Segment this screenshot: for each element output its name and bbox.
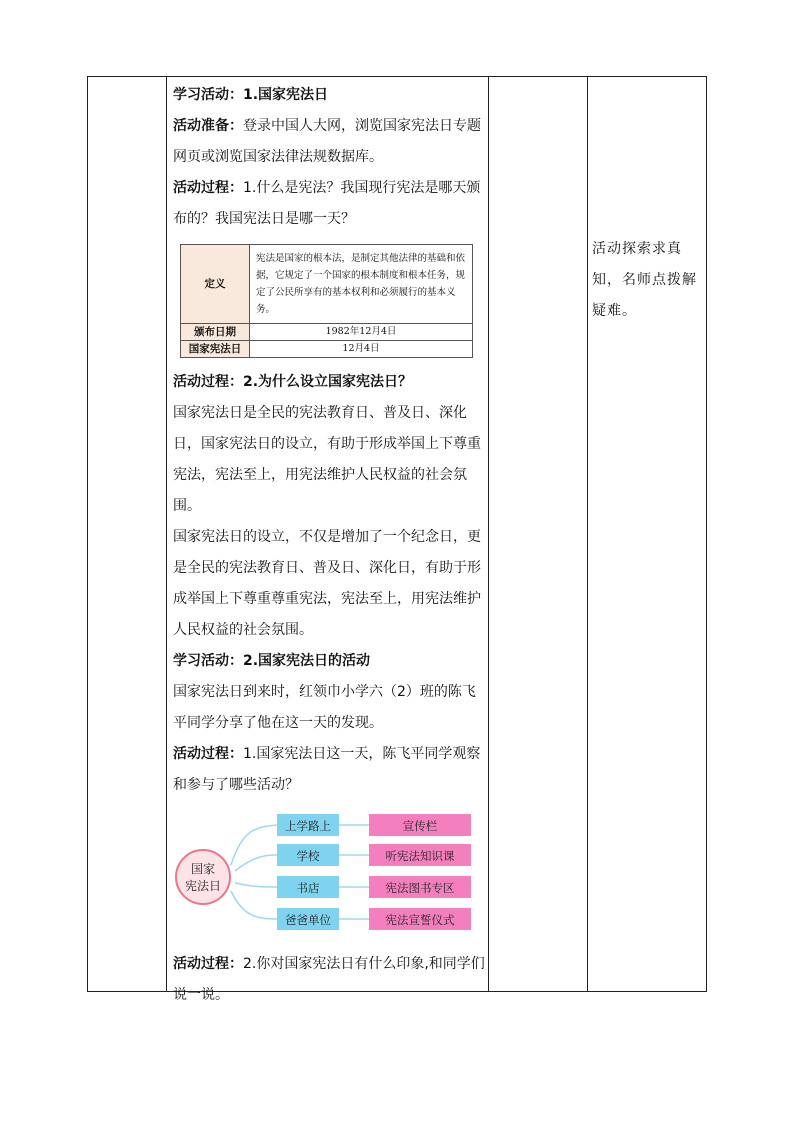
promulgation-date-value: 1982年12月4日 [250, 324, 473, 341]
activity-label: 宣传栏 [402, 819, 438, 833]
mindmap-center-line1: 国家 [190, 862, 216, 876]
place-label: 爸爸单位 [285, 913, 331, 927]
section1-prep: 活动准备：登录中国人大网，浏览国家宪法日专题网页或浏览国家法律法规数据库。 [173, 118, 481, 165]
connector-line [231, 891, 277, 919]
place-label: 学校 [296, 849, 320, 863]
place-label: 书店 [296, 881, 320, 895]
section3-question-1: 活动过程：1.国家宪法日这一天，陈飞平同学观察和参与了哪些活动？ [173, 746, 481, 793]
section2-paragraph-1: 国家宪法日是全民的宪法教育日、普及日、深化日，国家宪法日的设立，有助于形成举国上下尊重宪法，宪法至上，用宪法维护人民权益的社会氛围。 [173, 405, 481, 514]
constitution-definition-table [180, 244, 473, 358]
section1-heading: 学习活动：1.国家宪法日 [173, 87, 329, 103]
column-divider-1 [166, 76, 167, 992]
teacher-note: 活动探索求真知，名师点拨解疑难。 [592, 241, 697, 319]
section3-question-2: 活动过程：2.你对国家宪法日有什么印象,和同学们说一说。 [173, 956, 485, 1003]
section3-intro: 国家宪法日到来时，红领巾小学六（2）班的陈飞平同学分享了他在这一天的发现。 [173, 684, 476, 731]
column-divider-2 [488, 76, 489, 992]
section1-question: 活动过程：1.什么是宪法？我国现行宪法是哪天颁布的？我国宪法日是哪一天？ [173, 180, 481, 227]
mindmap-center-circle [176, 850, 230, 904]
activity-column [173, 80, 485, 1011]
activity-label: 宪法图书专区 [385, 881, 455, 895]
connector-line [235, 883, 277, 887]
column-divider-3 [587, 76, 588, 992]
definition-label: 定义 [181, 245, 250, 324]
activity-label: 宪法宣誓仪式 [385, 913, 455, 927]
section3-heading: 学习活动：2.国家宪法日的活动 [173, 653, 371, 669]
activity-label: 听宪法知识课 [385, 849, 455, 863]
mindmap-center-line2: 宪法日 [184, 879, 222, 893]
connector-line [235, 855, 277, 871]
section2-question: 活动过程：2.为什么设立国家宪法日？ [173, 374, 413, 390]
mindmap-svg [173, 807, 485, 947]
table-row [181, 341, 473, 358]
section2-paragraph-2: 国家宪法日的设立，不仅是增加了一个纪念日，更是全民的宪法教育日、普及日、深化日，有助于形成举国上下尊重尊重宪法，宪法至上，用宪法维护人民权益的社会氛围。 [173, 529, 481, 638]
activity-mindmap [173, 807, 485, 947]
definition-text: 宪法是国家的根本法，是制定其他法律的基础和依据，它规定了一个国家的根本制度和根本任务，规定了公民所享有的基本权利和必须履行的基本义务。 [250, 245, 473, 324]
promulgation-date-label: 颁布日期 [181, 324, 250, 341]
constitution-day-value: 12月4日 [250, 341, 473, 358]
table-row [181, 324, 473, 341]
mindmap-connectors [231, 825, 369, 919]
constitution-day-label: 国家宪法日 [181, 341, 250, 358]
place-label: 上学路上 [285, 819, 331, 833]
table-row [181, 245, 473, 324]
